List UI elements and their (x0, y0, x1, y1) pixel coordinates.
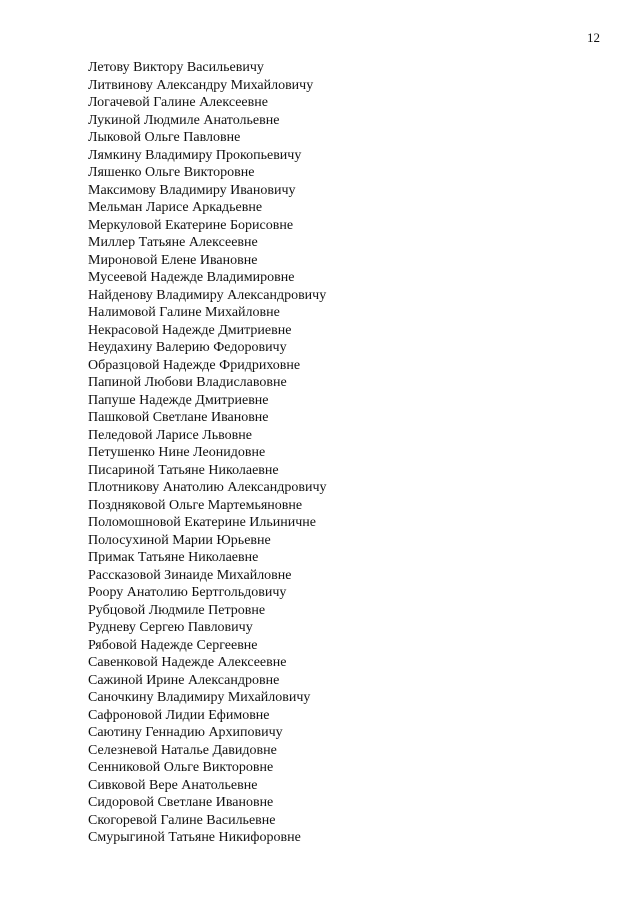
list-item: Меркуловой Екатерине Борисовне (88, 217, 294, 233)
list-item: Папуше Надежде Дмитриевне (88, 392, 269, 408)
list-item: Мусеевой Надежде Владимировне (88, 270, 295, 285)
list-item: Ляшенко Ольге Викторовне (88, 165, 255, 180)
list-item: Рябовой Надежде Сергеевне (88, 637, 258, 653)
list-item: Сенниковой Ольге Викторовне (88, 760, 274, 775)
list-item: Рубцовой Людмиле Петровне (88, 602, 266, 618)
list-item: Максимову Владимиру Ивановичу (88, 182, 296, 198)
list-item: Поломошновой Екатерине Ильиничне (88, 515, 317, 530)
list-item: Сидоровой Светлане Ивановне (88, 795, 274, 810)
list-item: Петушенко Нине Леонидовне (88, 445, 266, 460)
list-item: Логачевой Галине Алексеевне (88, 95, 268, 110)
list-item: Сажиной Ирине Александровне (88, 672, 280, 688)
list-item: Пашковой Светлане Ивановне (88, 410, 269, 425)
list-item: Налимовой Галине Михайловне (88, 305, 280, 320)
list-item: Лыковой Ольге Павловне (88, 130, 241, 145)
list-item: Сивковой Вере Анатольевне (88, 777, 258, 793)
list-item: Летову Виктору Васильевичу (88, 60, 264, 75)
list-item: Примак Татьяне Николаевне (88, 550, 259, 565)
list-item: Роору Анатолию Бертгольдовичу (88, 585, 287, 600)
list-item: Пеледовой Ларисе Львовне (88, 427, 252, 443)
list-item: Папиной Любови Владиславовне (88, 375, 287, 390)
list-item: Лямкину Владимиру Прокопьевичу (88, 147, 302, 163)
list-item: Саютину Геннадию Архиповичу (88, 725, 283, 740)
list-item: Поздняковой Ольге Мартемьяновне (88, 497, 303, 513)
list-item: Неудахину Валерию Федоровичу (88, 340, 287, 355)
list-item: Селезневой Наталье Давидовне (88, 742, 277, 758)
list-item: Некрасовой Надежде Дмитриевне (88, 322, 292, 338)
list-item: Скогоревой Галине Васильевне (88, 812, 276, 828)
list-item: Образцовой Надежде Фридриховне (88, 357, 301, 373)
list-item: Мироновой Елене Ивановне (88, 252, 258, 268)
page-number: 12 (587, 30, 600, 45)
list-item: Найденову Владимиру Александровичу (88, 287, 327, 303)
list-item: Лукиной Людмиле Анатольевне (88, 112, 280, 128)
list-item: Полосухиной Марии Юрьевне (88, 532, 271, 548)
list-item: Писариной Татьяне Николаевне (88, 462, 279, 478)
names-list (88, 59, 327, 847)
list-item: Савенковой Надежде Алексеевне (88, 655, 287, 670)
list-item: Миллер Татьяне Алексеевне (88, 235, 258, 250)
list-item: Мельман Ларисе Аркадьевне (88, 200, 263, 215)
list-item: Плотникову Анатолию Александровичу (88, 480, 327, 495)
list-item: Смурыгиной Татьяне Никифоровне (88, 830, 301, 845)
list-item: Литвинову Александру Михайловичу (88, 77, 314, 93)
list-item: Саночкину Владимиру Михайловичу (88, 690, 311, 705)
list-item: Сафроновой Лидии Ефимовне (88, 707, 270, 723)
list-item: Рудневу Сергею Павловичу (88, 620, 253, 635)
list-item: Рассказовой Зинаиде Михайловне (88, 567, 292, 583)
